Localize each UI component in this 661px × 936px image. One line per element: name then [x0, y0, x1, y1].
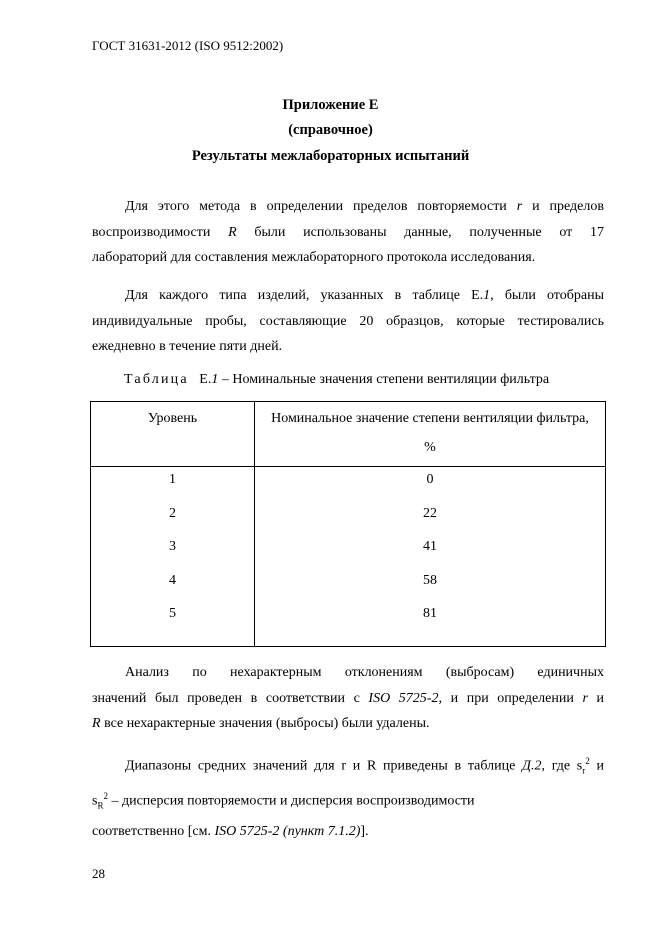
symbol-R: R	[228, 224, 237, 240]
table-caption-text: – Номинальные значения степени вентиляции фильтра	[218, 372, 550, 387]
symbol-r: r	[516, 199, 523, 214]
text-span: Для этого метода в определении пределов повторяемости	[125, 199, 517, 214]
cell-value: 58	[255, 571, 606, 605]
text-span: значений был проведен в соответствии с	[92, 690, 369, 706]
paragraph-3-line-2	[92, 686, 604, 712]
paragraph-1-line-2	[92, 220, 604, 246]
text-span: , где s	[541, 758, 583, 774]
superscript-2: 2	[103, 790, 108, 801]
paragraph-3-line-1: Анализ по нехарактерным отклонениям (выбросам) единичных	[125, 665, 604, 680]
header-nominal-value	[255, 402, 606, 467]
text-span: и	[587, 690, 605, 706]
symbol-s: s	[92, 793, 98, 809]
table-row	[91, 467, 606, 504]
subscript-R: R	[97, 800, 104, 811]
text-span: Диапазоны средних значений для r и R приведены в таблице	[125, 758, 523, 774]
cell-level: 2	[91, 504, 255, 538]
iso-clause-reference: ISO 5725-2 (пункт 7.1.2)	[214, 823, 361, 839]
cell-value: 0	[255, 467, 606, 504]
appendix-heading: Результаты межлабораторных испытаний	[191, 148, 470, 164]
page-number: 28	[92, 866, 105, 881]
paragraph-4-line-2	[92, 784, 604, 819]
table-row	[91, 604, 606, 647]
paragraph-4-line-1	[92, 749, 604, 784]
table-header-row	[91, 402, 606, 467]
subscript-r: r	[582, 765, 586, 776]
paragraph-1	[92, 194, 604, 271]
cell-value: 41	[255, 537, 606, 571]
ventilation-table	[90, 401, 606, 647]
symbol-r: r	[582, 690, 588, 706]
appendix-subtitle: (справочное)	[288, 122, 373, 138]
text-span: соответственно [см.	[92, 823, 215, 839]
text-span: и пределов	[522, 199, 604, 214]
table-caption	[124, 372, 549, 388]
paragraph-3	[92, 660, 604, 737]
table-caption-ref: Е.	[199, 372, 212, 387]
cell-value: 22	[255, 504, 606, 538]
document-header: ГОСТ 31631-2012 (ISO 9512:2002)	[92, 38, 284, 53]
text-span: и при определении	[441, 690, 583, 706]
iso-reference: ISO 5725-2,	[368, 690, 442, 706]
text-span: все нехарактерные значения (выбросы) были удалены.	[100, 716, 430, 731]
header-nominal-value-text: Номинальное значение степени вентиляции фильтра, %	[271, 411, 589, 455]
cell-level: 3	[91, 537, 255, 571]
text-span: Для каждого типа изделий, указанных в таблице Е.	[125, 288, 484, 303]
table-caption-ref-number: 1	[211, 372, 219, 387]
paragraph-4	[92, 749, 604, 844]
paragraph-2	[92, 283, 604, 360]
table-row	[91, 537, 606, 571]
paragraph-3-line-3	[92, 711, 604, 737]
appendix-title: Приложение Е	[282, 97, 379, 113]
text-span: , были отобраны индивидуальные пробы, составляющие 20 образцов, которые тестировались ежедневно в течение пяти дней.	[92, 288, 604, 354]
text-span: – дисперсия повторяемости и дисперсия воспроизводимости	[107, 793, 475, 809]
paragraph-1-line-3: лабораторий для составления межлабораторного протокола исследования.	[92, 250, 536, 265]
cell-level: 5	[91, 604, 255, 647]
table-ref-number: 1	[483, 288, 491, 303]
table-reference: Д.2	[522, 758, 542, 774]
superscript-2: 2	[585, 756, 590, 766]
header-level: Уровень	[91, 402, 255, 467]
text-span: ].	[360, 823, 369, 839]
symbol-R: R	[92, 716, 101, 731]
cell-value: 81	[255, 604, 606, 647]
text-span: воспроизводимости	[92, 224, 229, 240]
cell-level: 4	[91, 571, 255, 605]
table-caption-label: Таблица	[124, 372, 189, 387]
table-row	[91, 571, 606, 605]
cell-level: 1	[91, 467, 255, 504]
text-span: и	[589, 758, 604, 774]
table-row	[91, 504, 606, 538]
text-span: были использованы данные, полученные от 17	[236, 224, 604, 240]
paragraph-1-line-1	[92, 194, 604, 220]
paragraph-4-line-3	[92, 819, 604, 845]
